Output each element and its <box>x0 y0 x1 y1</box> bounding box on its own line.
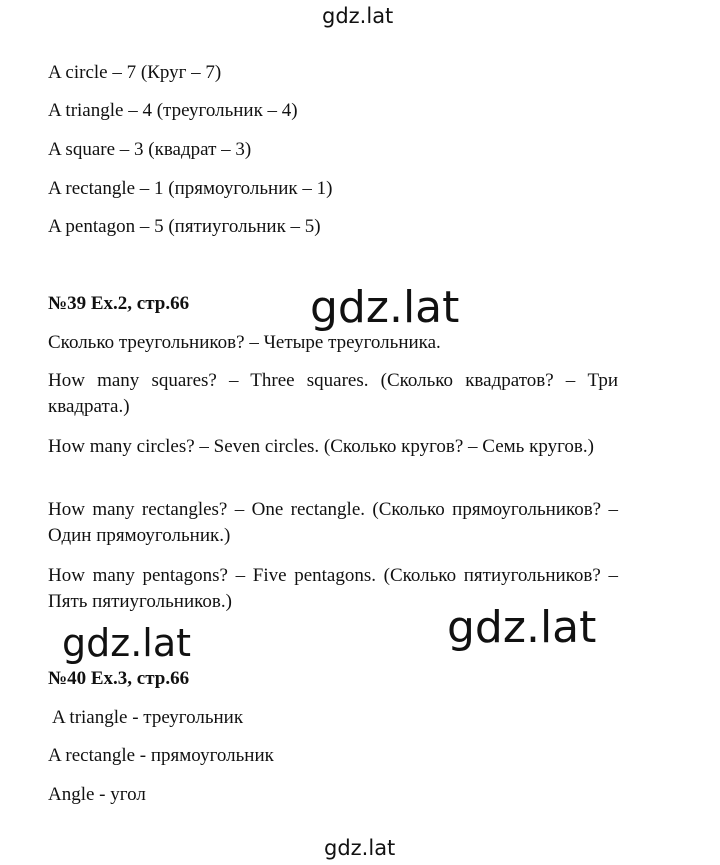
shape-count-triangle: A triangle – 4 (треугольник – 4) <box>48 100 298 121</box>
shape-count-rectangle: A rectangle – 1 (прямоугольник – 1) <box>48 178 333 199</box>
shape-count-circle: A circle – 7 (Круг – 7) <box>48 62 222 83</box>
watermark-left: gdz.lat <box>62 621 192 665</box>
watermark-right: gdz.lat <box>447 602 597 653</box>
watermark-bottom: gdz.lat <box>324 836 396 860</box>
section-39-line-1: Сколько треугольников? – Четыре треугольника. <box>48 332 441 353</box>
section-40-line-1: A triangle - треугольник <box>52 707 244 728</box>
section-40-line-3: Angle - угол <box>48 784 146 805</box>
section-39-line-2: How many squares? – Three squares. (Сколько квадратов? – Три квадрата.) <box>48 370 618 417</box>
shape-count-pentagon: A pentagon – 5 (пятиугольник – 5) <box>48 216 321 237</box>
section-39-line-5: How many pentagons? – Five pentagons. (Сколько пятиугольников? – Пять пятиугольников.) <box>48 565 618 612</box>
shape-count-square: A square – 3 (квадрат – 3) <box>48 139 252 160</box>
section-40-heading: №40 Ex.3, стр.66 <box>48 668 190 689</box>
section-39-line-4: How many rectangles? – One rectangle. (Сколько прямоугольников? – Один прямоугольник.) <box>48 499 618 546</box>
section-39-heading: №39 Ex.2, стр.66 <box>48 293 190 314</box>
watermark-top: gdz.lat <box>322 4 394 28</box>
watermark-middle: gdz.lat <box>310 282 460 333</box>
section-39-line-3: How many circles? – Seven circles. (Сколько кругов? – Семь кругов.) <box>48 436 594 457</box>
section-40-line-2: A rectangle - прямоугольник <box>48 745 274 766</box>
